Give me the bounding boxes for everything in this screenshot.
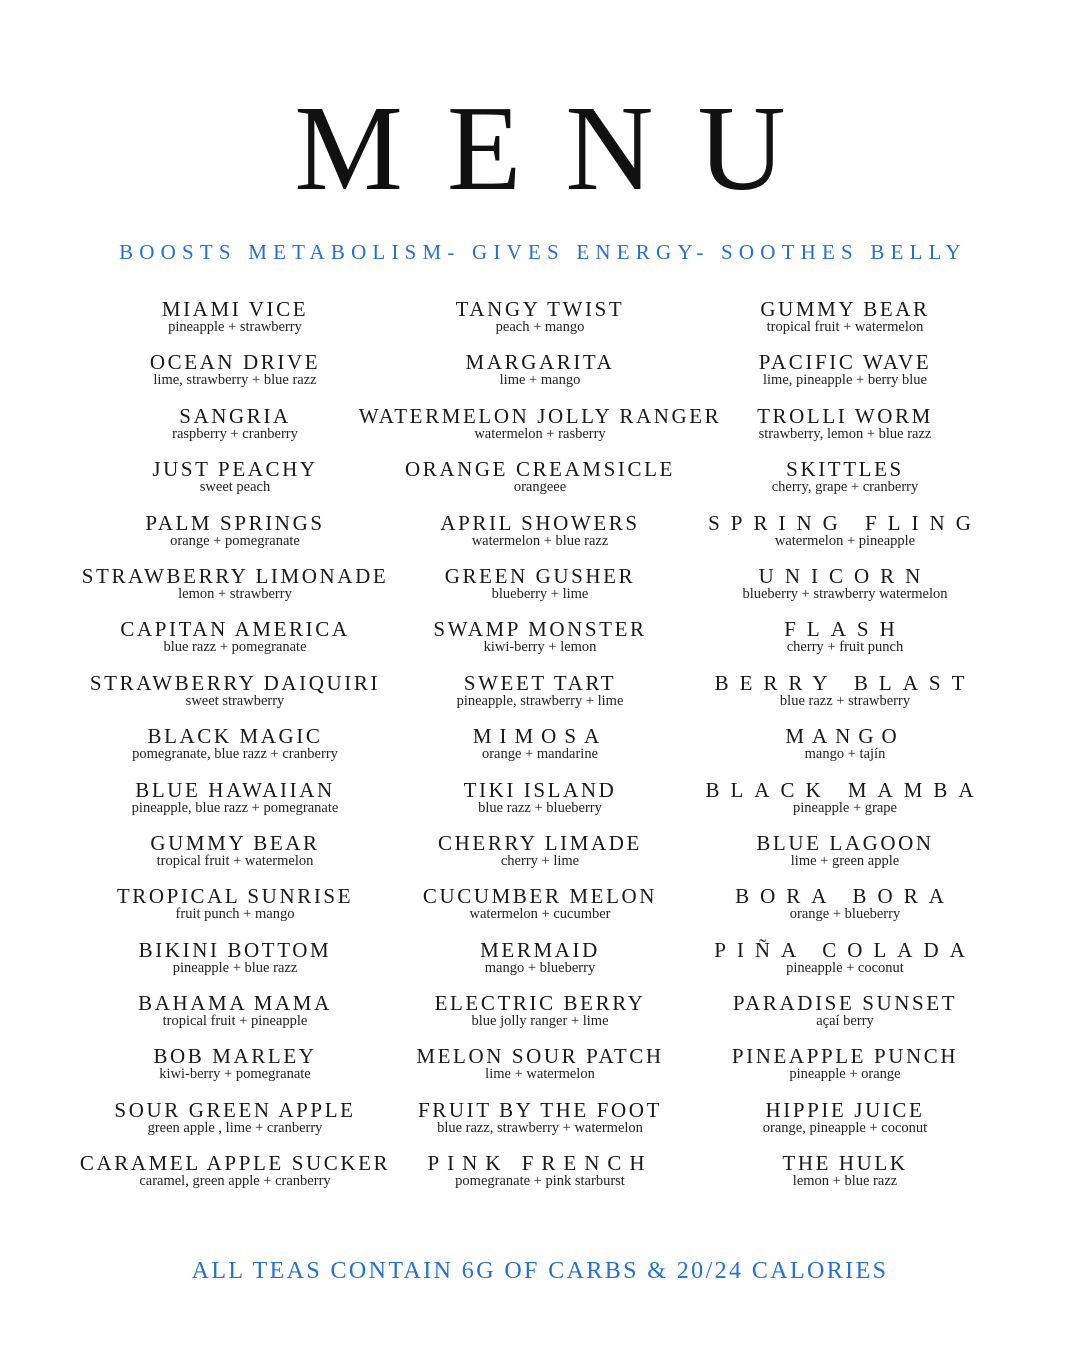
menu-item-description: pomegranate + pink starburst — [455, 1173, 625, 1190]
menu-item — [690, 832, 1000, 885]
menu-item-name: JUST PEACHY — [152, 457, 318, 482]
menu-item-description: blue razz, strawberry + watermelon — [437, 1119, 643, 1136]
menu-item — [390, 939, 690, 992]
menu-item-name: THE HULK — [782, 1151, 908, 1176]
menu-item — [390, 672, 690, 725]
menu-item-description: kiwi-berry + lemon — [483, 639, 597, 656]
menu-item-name: STRAWBERRY LIMONADE — [81, 563, 389, 588]
menu-item-description: pineapple + coconut — [786, 959, 904, 976]
menu-item-name: GREEN GUSHER — [444, 563, 636, 588]
menu-item-name: BLUE LAGOON — [756, 830, 934, 855]
menu-item-name: ORANGE CREAMSICLE — [405, 457, 675, 482]
menu-item — [690, 458, 1000, 511]
menu-item — [690, 351, 1000, 404]
menu-item-name: MARGARITA — [465, 350, 615, 375]
menu-item — [390, 725, 690, 778]
menu-item-name: BERRY BLAST — [714, 670, 976, 695]
menu-item — [80, 672, 390, 725]
menu-item — [690, 1152, 1000, 1205]
menu-item-description: lime + green apple — [790, 852, 900, 869]
menu-item-description: blue razz + blueberry — [478, 799, 602, 816]
menu-item-name: PINK FRENCH — [427, 1151, 653, 1176]
menu-item-name: SPRING FLING — [708, 510, 982, 535]
menu-item — [80, 885, 390, 938]
menu-title: MENU — [294, 81, 830, 216]
menu-item — [80, 565, 390, 618]
menu-item — [390, 565, 690, 618]
menu-item-description: raspberry + cranberry — [172, 425, 298, 442]
menu-item — [80, 779, 390, 832]
menu-item-description: cherry + fruit punch — [786, 639, 904, 656]
menu-item-description: kiwi-berry + pomegranate — [159, 1066, 311, 1083]
menu-item — [390, 298, 690, 351]
menu-item-name: WATERMELON JOLLY RANGER — [358, 403, 722, 428]
menu-item — [690, 885, 1000, 938]
menu-item — [80, 405, 390, 458]
menu-item-description: peach + mango — [495, 319, 585, 335]
menu-item-description: lime + watermelon — [485, 1066, 595, 1083]
menu-item-name: MIMOSA — [472, 724, 608, 749]
menu-item-description: watermelon + blue razz — [471, 532, 609, 549]
menu-item — [80, 832, 390, 885]
menu-item — [690, 1099, 1000, 1152]
menu-item — [390, 885, 690, 938]
menu-item-description: blue jolly ranger + lime — [471, 1013, 609, 1030]
menu-grid — [80, 298, 1000, 1206]
menu-item-description: lime, pineapple + berry blue — [763, 372, 927, 389]
menu-item-description: pineapple + blue razz — [172, 959, 298, 976]
menu-item-description: watermelon + pineapple — [774, 532, 916, 549]
menu-item-description: orange + pomegranate — [170, 532, 300, 549]
menu-item-description: strawberry, lemon + blue razz — [758, 425, 932, 442]
menu-item-name: CARAMEL APPLE SUCKER — [79, 1151, 391, 1176]
menu-item-name: BLACK MAGIC — [147, 724, 323, 749]
menu-item-name: UNICORN — [758, 563, 932, 588]
menu-item — [358, 403, 722, 458]
menu-item — [690, 565, 1000, 618]
menu-item-name: GUMMY BEAR — [150, 830, 320, 855]
menu-item-name: FLASH — [784, 617, 906, 642]
menu-item-name: BORA BORA — [735, 884, 955, 909]
menu-item-name: BIKINI BOTTOM — [138, 937, 332, 962]
menu-item-description: lemon + strawberry — [178, 585, 292, 602]
menu-item — [80, 512, 390, 565]
menu-item — [390, 512, 690, 565]
menu-item-description: pineapple, blue razz + pomegranate — [131, 799, 339, 816]
menu-item — [690, 618, 1000, 671]
menu-item — [80, 992, 390, 1045]
menu-item-name: PALM SPRINGS — [145, 510, 325, 535]
menu-item-name: CHERRY LIMADE — [438, 830, 642, 855]
menu-item-description: orange, pineapple + coconut — [762, 1119, 928, 1136]
menu-item-description: pineapple + orange — [789, 1066, 901, 1083]
menu-item-description: fruit punch + mango — [175, 906, 295, 923]
tagline: BOOSTS METABOLISM- GIVES ENERGY- SOOTHES BELLY — [119, 240, 967, 264]
menu-item-description: mango + tajín — [804, 746, 886, 763]
menu-item — [80, 1099, 390, 1152]
menu-item — [390, 992, 690, 1045]
menu-item — [390, 1152, 690, 1205]
menu-item-description: cherry, grape + cranberry — [771, 479, 919, 496]
menu-item-description: green apple , lime + cranberry — [147, 1119, 323, 1136]
menu-item-description: watermelon + rasberry — [474, 425, 606, 442]
menu-item — [80, 1152, 390, 1205]
menu-item-name: PACIFIC WAVE — [758, 350, 932, 375]
menu-item-description: cherry + lime — [500, 852, 580, 869]
menu-item-name: SWEET TART — [463, 670, 617, 695]
menu-item-name: GUMMY BEAR — [760, 297, 930, 321]
menu-item-description: blue razz + strawberry — [779, 692, 911, 709]
menu-item — [390, 1099, 690, 1152]
menu-item-name: SKITTLES — [786, 457, 904, 482]
menu-item-name: PINEAPPLE PUNCH — [731, 1044, 959, 1069]
menu-item — [690, 779, 1000, 832]
menu-item-description: caramel, green apple + cranberry — [139, 1173, 331, 1190]
menu-item — [390, 832, 690, 885]
menu-item-description: lemon + blue razz — [792, 1173, 898, 1190]
menu-item-name: PARADISE SUNSET — [732, 991, 958, 1016]
menu-item-name: SWAMP MONSTER — [433, 617, 647, 642]
footer-note: ALL TEAS CONTAIN 6G OF CARBS & 20/24 CALORIES — [191, 1258, 889, 1284]
menu-item-name: BAHAMA MAMA — [138, 991, 332, 1016]
menu-item-name: MERMAID — [480, 937, 600, 962]
menu-item-name: MANGO — [785, 724, 905, 749]
menu-item-description: pomegranate, blue razz + cranberry — [132, 746, 338, 763]
menu-item — [690, 1045, 1000, 1098]
menu-item — [80, 1045, 390, 1098]
menu-item-description: sweet strawberry — [185, 692, 285, 709]
menu-item — [80, 351, 390, 404]
menu-item-name: TROLLI WORM — [757, 403, 933, 428]
menu-item-description: pineapple + strawberry — [168, 319, 302, 335]
menu-item — [690, 298, 1000, 351]
menu-item-name: ELECTRIC BERRY — [434, 991, 646, 1016]
menu-item-description: tropical fruit + pineapple — [162, 1013, 308, 1030]
menu-item-name: TIKI ISLAND — [463, 777, 617, 802]
menu-item-name: SOUR GREEN APPLE — [114, 1097, 356, 1122]
menu-item — [690, 512, 1000, 565]
menu-item-description: tropical fruit + watermelon — [156, 852, 314, 869]
menu-item-name: TROPICAL SUNRISE — [116, 884, 354, 909]
menu-item-description: pineapple, strawberry + lime — [456, 692, 624, 709]
menu-item-description: lime + mango — [499, 372, 581, 389]
menu-item — [80, 939, 390, 992]
menu-item — [690, 939, 1000, 992]
menu-item — [80, 298, 390, 351]
menu-item — [690, 992, 1000, 1045]
menu-item-name: OCEAN DRIVE — [149, 350, 321, 375]
menu-item-description: tropical fruit + watermelon — [766, 319, 924, 335]
menu-item-description: orangeee — [513, 479, 567, 496]
menu-item-name: HIPPIE JUICE — [765, 1097, 925, 1122]
menu-item-description: lime, strawberry + blue razz — [153, 372, 317, 389]
menu-item-description: orange + blueberry — [789, 906, 901, 923]
menu-item-description: blue razz + pomegranate — [163, 639, 307, 656]
menu-item-name: MIAMI VICE — [161, 297, 309, 321]
menu-item-description: pineapple + grape — [793, 799, 897, 816]
menu-item-name: TANGY TWIST — [455, 297, 625, 321]
menu-item — [390, 779, 690, 832]
menu-item-description: orange + mandarine — [481, 746, 599, 763]
menu-item — [80, 618, 390, 671]
menu-item — [690, 405, 1000, 458]
menu-item — [390, 351, 690, 404]
menu-item-name: BOB MARLEY — [153, 1044, 317, 1069]
menu-item — [390, 458, 690, 511]
menu-item — [80, 458, 390, 511]
menu-item — [690, 725, 1000, 778]
menu-item-name: BLUE HAWAIIAN — [135, 777, 335, 802]
menu-item — [390, 1045, 690, 1098]
menu-item-description: açaí berry — [816, 1013, 874, 1030]
menu-item-name: CAPITAN AMERICA — [120, 617, 350, 642]
menu-item-description: mango + blueberry — [484, 959, 596, 976]
menu-item — [80, 725, 390, 778]
menu-item-name: BLACK MAMBA — [705, 777, 985, 802]
menu-item — [690, 672, 1000, 725]
menu-item-description: blueberry + strawberry watermelon — [742, 585, 948, 602]
menu-item-description: watermelon + cucumber — [469, 906, 611, 923]
menu-item-name: FRUIT BY THE FOOT — [418, 1097, 662, 1122]
menu-item-description: blueberry + lime — [491, 585, 589, 602]
menu-item-name: MELON SOUR PATCH — [416, 1044, 664, 1069]
menu-item-name: APRIL SHOWERS — [440, 510, 640, 535]
menu-item-name: PIÑA COLADA — [714, 937, 976, 962]
menu-item — [390, 618, 690, 671]
menu-item-description: sweet peach — [199, 479, 271, 496]
menu-item-name: SANGRIA — [179, 403, 291, 428]
menu-item-name: CUCUMBER MELON — [422, 884, 658, 909]
menu-item-name: STRAWBERRY DAIQUIRI — [89, 670, 381, 695]
